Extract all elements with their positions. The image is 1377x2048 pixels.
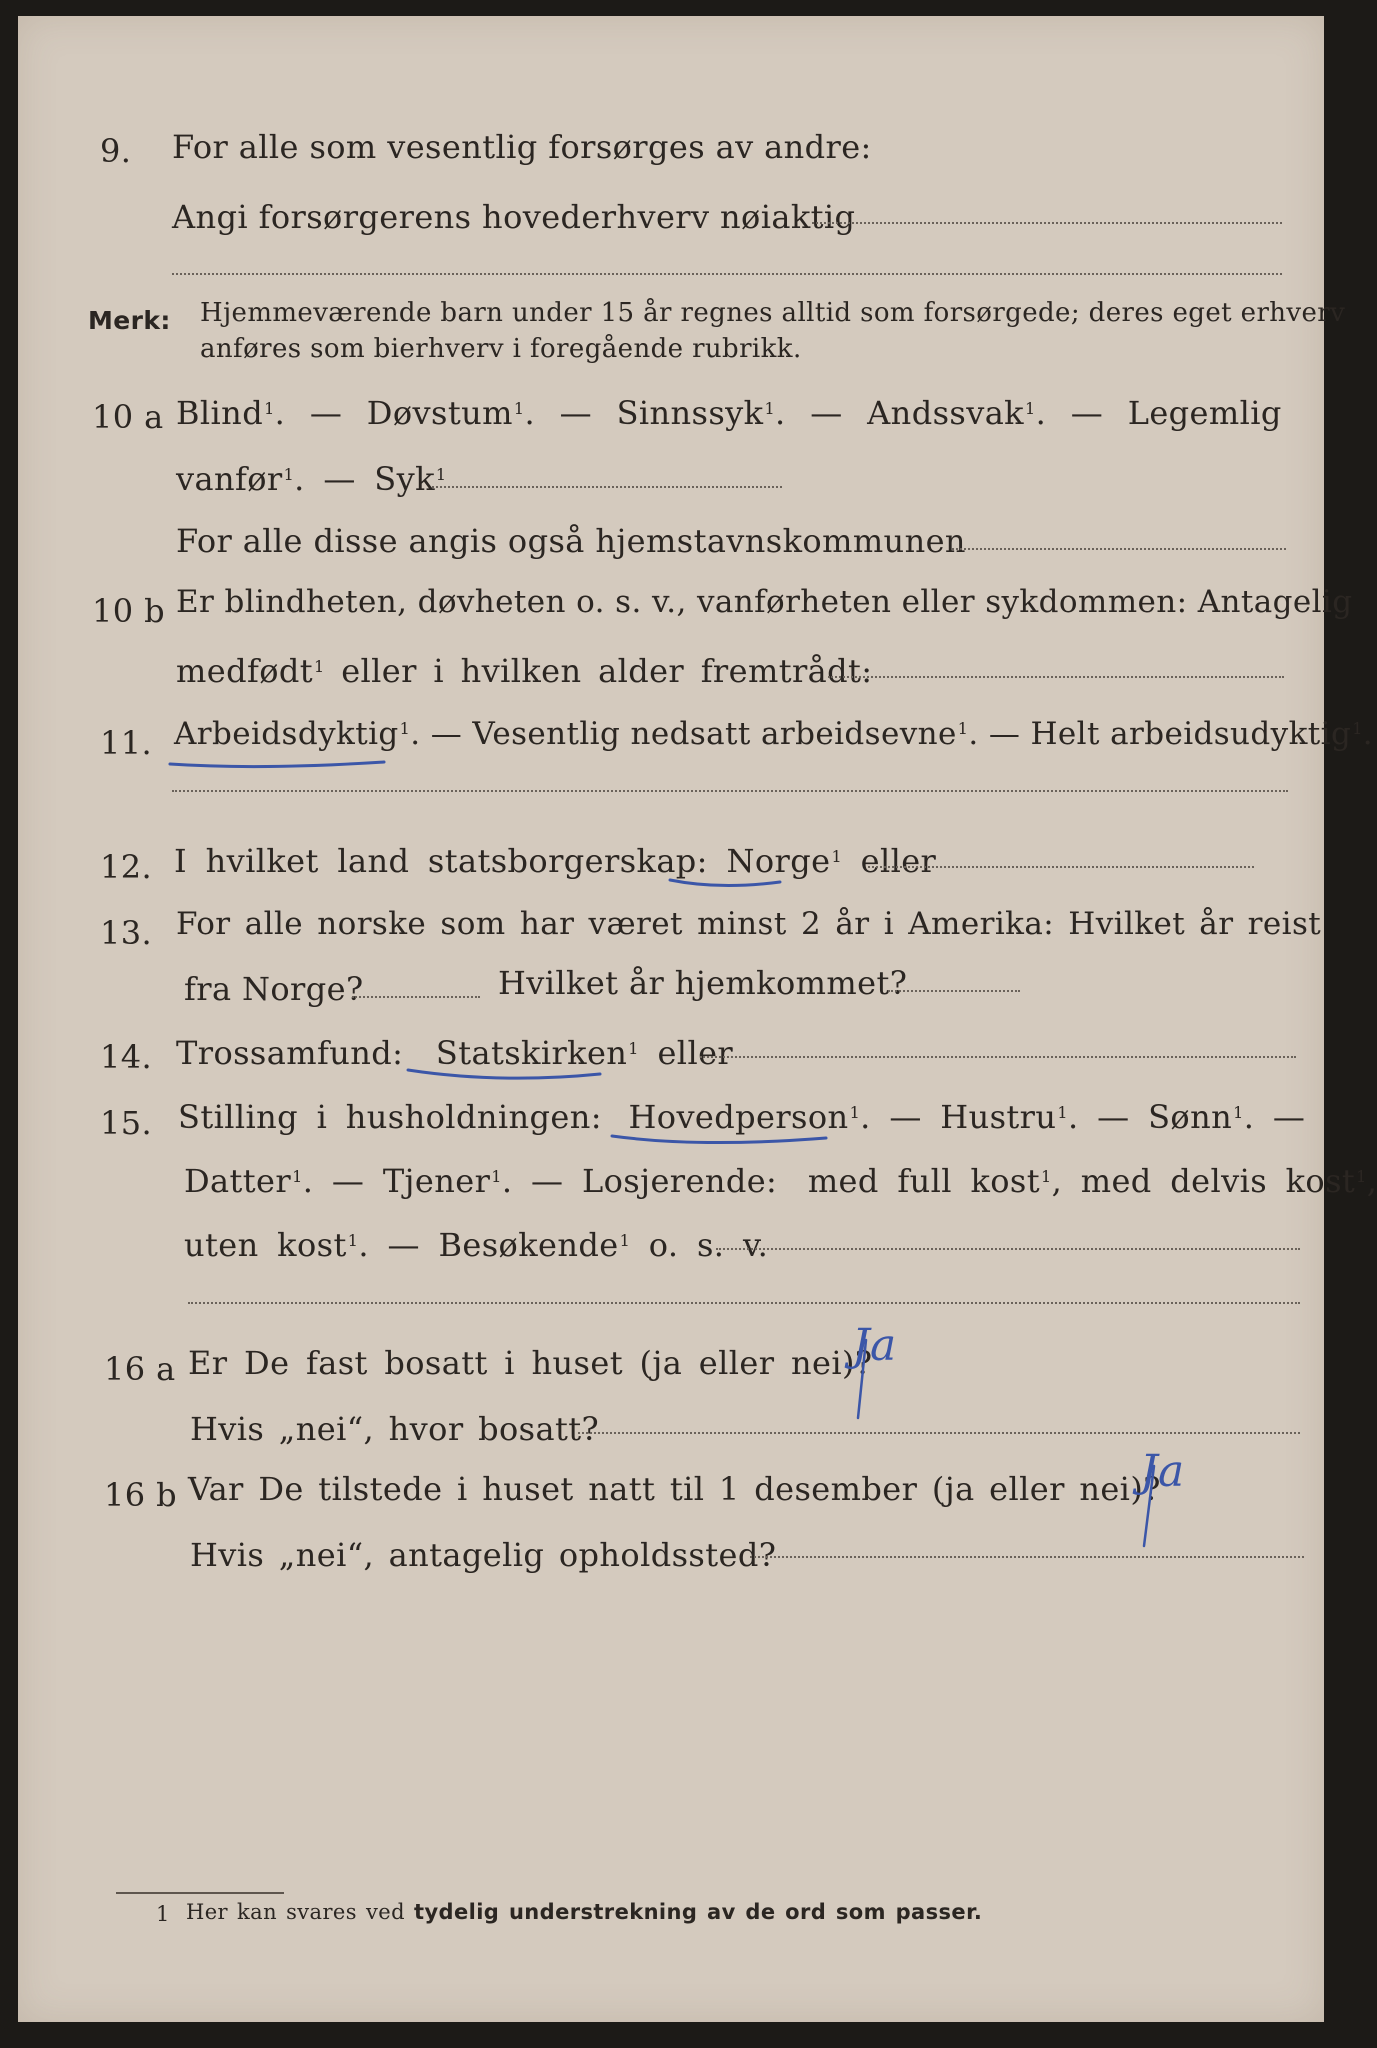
option-datter[interactable]: Datter xyxy=(184,1162,292,1200)
option-dovstum[interactable]: — Døvstum xyxy=(309,394,513,432)
q15-line1: Stilling i husholdningen: Hovedperson$^1$. — Hustru$^1$. — Sønn$^1$. — xyxy=(178,1098,1306,1136)
underline-norge xyxy=(670,880,780,886)
option-sonn[interactable]: — Sønn xyxy=(1097,1098,1233,1136)
option-delvis-kost[interactable]: , med delvis kost xyxy=(1051,1162,1356,1200)
q10a-line3: For alle disse angis også hjemstavnskommunen xyxy=(176,522,966,560)
option-full-kost[interactable]: med full kost xyxy=(807,1162,1040,1200)
option-legemlig[interactable]: — Legemlig xyxy=(1070,394,1282,432)
option-nedsatt[interactable]: — Vesentlig nedsatt arbeidsevne xyxy=(430,716,957,752)
q10b-line1: Er blindheten, døvheten o. s. v., vanførheten eller sykdommen: Antagelig xyxy=(176,584,1353,620)
footnote-rule xyxy=(116,1892,284,1894)
q10b-number: 10 b xyxy=(92,592,165,630)
option-syk[interactable]: — Syk xyxy=(323,460,435,498)
q14-line: Trossamfund: Statskirken$^1$ eller xyxy=(176,1034,734,1072)
option-medfodt[interactable]: medfødt xyxy=(176,652,314,690)
underline-arbeidsdyktig xyxy=(170,762,384,767)
q13-line2a: fra Norge? xyxy=(184,970,364,1008)
q16a-line2: Hvis „nei“, hvor bosatt? xyxy=(190,1410,600,1448)
option-norge[interactable]: Norge xyxy=(726,842,831,880)
q9-line2: Angi forsørgerens hovederhverv nøiaktig xyxy=(172,198,856,236)
q13-number: 13. xyxy=(100,914,153,952)
q14-number: 14. xyxy=(100,1038,153,1076)
option-sinnssyk[interactable]: — Sinnssyk xyxy=(559,394,764,432)
q16b-handwritten-answer[interactable]: Ja xyxy=(1140,1446,1185,1497)
q12-number: 12. xyxy=(100,848,153,886)
q16b-line1: Var De tilstede i huset natt til 1 desember (ja eller nei)? xyxy=(188,1470,1161,1508)
option-besokende[interactable]: — Besøkende xyxy=(387,1226,619,1264)
merk-label: Merk: xyxy=(88,306,171,335)
option-tjener[interactable]: — Tjener xyxy=(331,1162,491,1200)
option-hovedperson[interactable]: Hovedperson xyxy=(628,1098,849,1136)
q10a-line1: Blind$^1$. — Døvstum$^1$. — Sinnssyk$^1$. — Andssvak$^1$. — Legemlig xyxy=(176,394,1282,432)
option-andssvak[interactable]: — Andssvak xyxy=(810,394,1024,432)
q10a-number: 10 a xyxy=(92,398,164,436)
option-hustru[interactable]: — Hustru xyxy=(889,1098,1057,1136)
q10a-line2: vanfør$^1$. — Syk$^1$ xyxy=(176,460,447,498)
footnote-marker: 1 xyxy=(156,1902,170,1926)
q16a-line1: Er De fast bosatt i huset (ja eller nei)? xyxy=(188,1344,873,1382)
ja-stroke-16a xyxy=(858,1340,866,1418)
underline-statskirken xyxy=(408,1070,600,1078)
q9-line1: For alle som vesentlig forsørges av andre: xyxy=(172,128,872,166)
q10b-line2: medfødt$^1$ eller i hvilken alder fremtrådt: xyxy=(176,652,873,690)
q13-line2b: Hvilket år hjemkommet? xyxy=(498,964,908,1002)
q16b-number: 16 b xyxy=(104,1476,177,1514)
q15-line2: Datter$^1$. — Tjener$^1$. — Losjerende: med full kost$^1$, med delvis kost$^1$, xyxy=(184,1162,1377,1200)
q9-number: 9. xyxy=(100,132,132,170)
q15-number: 15. xyxy=(100,1104,153,1142)
option-udyktig[interactable]: — Helt arbeidsudyktig xyxy=(988,716,1352,752)
q12-line: I hvilket land statsborgerskap: Norge$^1$ eller xyxy=(174,842,937,880)
footnote-text: Her kan svares ved tydelig understrekning av de ord som passer. xyxy=(186,1900,983,1924)
q11-line: Arbeidsdyktig$^1$. — Vesentlig nedsatt arbeidsevne$^1$. — Helt arbeidsudyktig$^1$. xyxy=(174,716,1374,752)
merk-line1: Hjemmeværende barn under 15 år regnes alltid som forsørgede; deres eget erhverv xyxy=(200,298,1346,328)
q13-line1: For alle norske som har været minst 2 år i Amerika: Hvilket år reist xyxy=(176,906,1322,942)
option-blind[interactable]: Blind xyxy=(176,394,264,432)
ja-stroke-16b xyxy=(1144,1466,1154,1546)
q15-line3: uten kost$^1$. — Besøkende$^1$ o. s. v. xyxy=(184,1226,769,1264)
underline-hovedperson xyxy=(612,1136,826,1143)
option-uten-kost[interactable]: uten kost xyxy=(184,1226,347,1264)
option-statskirken[interactable]: Statskirken xyxy=(435,1034,628,1072)
q16b-line2: Hvis „nei“, antagelig opholdssted? xyxy=(190,1536,777,1574)
q16a-number: 16 a xyxy=(104,1350,176,1388)
q11-number: 11. xyxy=(100,724,153,762)
option-vanfor[interactable]: vanfør xyxy=(176,460,283,498)
q16a-handwritten-answer[interactable]: Ja xyxy=(852,1320,897,1371)
merk-line2: anføres som bierhverv i foregående rubrikk. xyxy=(200,334,802,364)
option-arbeidsdyktig[interactable]: Arbeidsdyktig xyxy=(174,716,399,752)
